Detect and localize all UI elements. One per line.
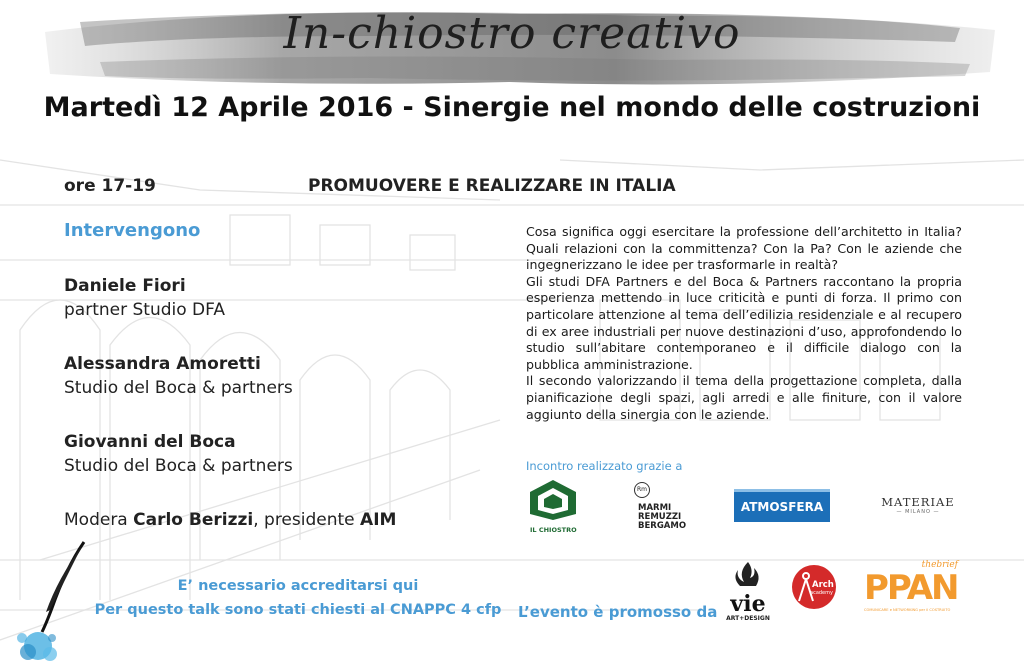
vie-text: vie bbox=[730, 591, 766, 617]
session-time: ore 17-19 bbox=[64, 176, 156, 196]
vie-flame-icon bbox=[722, 560, 774, 588]
feather-quill-icon bbox=[6, 538, 88, 664]
speaker-role: Studio del Boca & partners bbox=[64, 456, 293, 476]
arch-text: Arch bbox=[812, 580, 834, 590]
speaker-role: Studio del Boca & partners bbox=[64, 378, 293, 398]
il-chiostro-icon bbox=[528, 478, 578, 522]
moderator-org: AIM bbox=[360, 510, 397, 530]
marmi-line: REMUZZI bbox=[638, 512, 682, 522]
materiae-logo bbox=[876, 495, 960, 515]
materiae-text: MATERIAE bbox=[881, 495, 955, 509]
ppan-text: PPAN bbox=[864, 568, 958, 608]
arch-academy-logo bbox=[792, 565, 836, 609]
marmi-line: BERGAMO bbox=[638, 521, 687, 531]
marmi-remuzzi-logo bbox=[634, 482, 704, 542]
ppan-subtext: COMUNICARE e NETWORKING per il COSTRUITO bbox=[864, 608, 951, 612]
moderator-line bbox=[64, 510, 396, 530]
sponsors-label: Incontro realizzato grazie a bbox=[526, 459, 683, 473]
description-paragraph: Cosa significa oggi esercitare la professione dell’architetto in Italia? Quali relazioni con la committenza? Con la Pa? Con le aziende che ingegnerizzano le idee per trasformarle in realtà? bbox=[526, 224, 962, 273]
marmi-badge: Rm bbox=[634, 482, 650, 498]
marmi-text bbox=[638, 504, 686, 531]
materiae-subtext: — MILANO — bbox=[896, 509, 940, 515]
description-paragraph: Il secondo valorizzando il tema della progettazione completa, dalla pianificazione degli spazi, agli arredi e alle finiture, con il valore aggiunto della sinergia con le aziende. bbox=[526, 373, 962, 422]
description-paragraph: Gli studi DFA Partners e del Boca & Partners raccontano la propria esperienza mettendo in luce criticità e punti di forza. Il primo con particolare attenzione al tema dell’edilizia residenziale e al recupero di ex aree industriali per nuove destinazioni d’uso, approfondendo lo studio sull’abitare contemporaneo e il difficile dialogo con la pubblica amministrazione. bbox=[526, 273, 962, 372]
cfp-credits-note: Per questo talk sono stati chiesti al CNAPPC 4 cfp bbox=[94, 602, 502, 618]
marmi-line: MARMI bbox=[638, 503, 672, 513]
speaker-role: partner Studio DFA bbox=[64, 300, 225, 320]
speakers-heading: Intervengono bbox=[64, 220, 201, 241]
vie-subtext: ART+DESIGN bbox=[726, 615, 770, 622]
atmosfera-logo: ATMOSFERA bbox=[734, 489, 830, 522]
il-chiostro-logo bbox=[528, 478, 578, 538]
moderator-middle: , presidente bbox=[253, 510, 361, 530]
event-headline: Martedì 12 Aprile 2016 - Sinergie nel mondo delle costruzioni bbox=[43, 92, 981, 123]
speaker-name: Giovanni del Boca bbox=[64, 432, 236, 452]
vie-logo bbox=[722, 560, 774, 624]
event-description bbox=[526, 224, 962, 423]
speaker-name: Daniele Fiori bbox=[64, 276, 186, 296]
academy-text: academy bbox=[810, 590, 833, 596]
promoted-by-label: L’evento è promosso da bbox=[518, 603, 718, 621]
il-chiostro-text: IL CHIOSTRO bbox=[530, 526, 577, 534]
moderator-prefix: Modera bbox=[64, 510, 134, 530]
ppan-logo bbox=[864, 560, 960, 616]
session-topic: PROMUOVERE E REALIZZARE IN ITALIA bbox=[308, 176, 676, 196]
speaker-name: Alessandra Amoretti bbox=[64, 354, 261, 374]
ppan-brief-text: thebrief bbox=[921, 560, 958, 570]
accreditation-link[interactable]: E’ necessario accreditarsi qui bbox=[177, 578, 419, 594]
moderator-name: Carlo Berizzi bbox=[133, 510, 254, 530]
banner-title: In-chiostro creativo bbox=[283, 8, 741, 59]
